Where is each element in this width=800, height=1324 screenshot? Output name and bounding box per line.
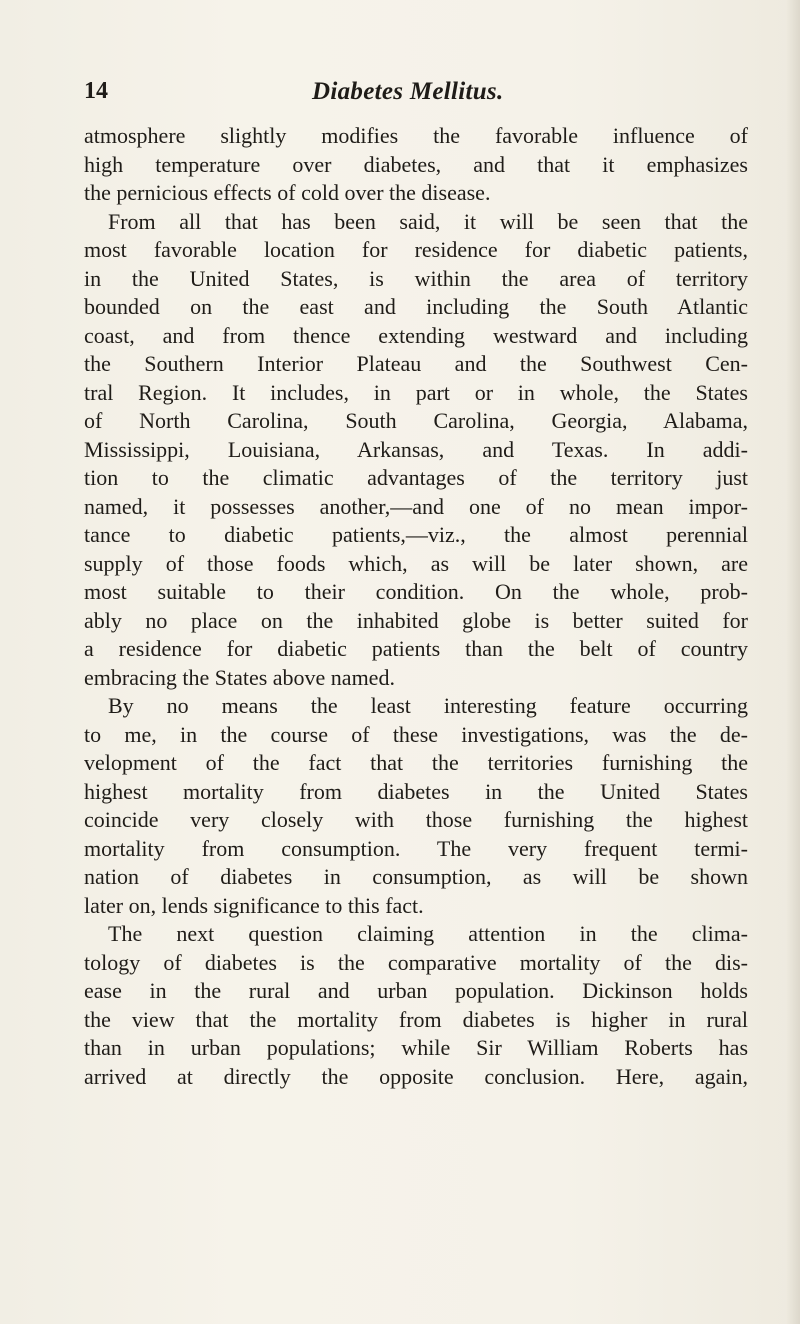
text-line: atmosphere slightly modifies the favorable influence of bbox=[84, 123, 748, 148]
text-line: bounded on the east and including the South Atlantic bbox=[84, 294, 748, 319]
text-line: a residence for diabetic patients than the belt of country bbox=[84, 636, 748, 661]
text-line: tance to diabetic patients,—viz., the almost perennial bbox=[84, 522, 748, 547]
text-line: later on, lends significance to this fact. bbox=[84, 892, 424, 918]
text-line: coast, and from thence extending westward and including bbox=[84, 322, 748, 348]
text-line: coincide very closely with those furnishing the highest bbox=[84, 807, 748, 832]
text-line: ably no place on the inhabited globe is better suited for bbox=[84, 607, 748, 633]
text-line: tology of diabetes is the comparative mortality of the dis- bbox=[84, 949, 748, 975]
text-line: The next question claiming attention in the clima- bbox=[108, 921, 748, 946]
text-line: velopment of the fact that the territories furnishing the bbox=[84, 750, 748, 775]
text-line: By no means the least interesting feature occurring bbox=[108, 693, 748, 718]
text-line: the pernicious effects of cold over the disease. bbox=[84, 180, 491, 205]
page-edge-shadow bbox=[786, 0, 800, 1324]
text-line: of North Carolina, South Carolina, Georgia, Alabama, bbox=[84, 408, 748, 433]
text-line: the Southern Interior Plateau and the Southwest Cen- bbox=[84, 351, 748, 376]
text-line: named, it possesses another,—and one of no mean impor- bbox=[84, 493, 748, 519]
text-line: Mississippi, Louisiana, Arkansas, and Texas. In addi- bbox=[84, 436, 748, 462]
running-title: Diabetes Mellitus. bbox=[312, 78, 504, 105]
text-line: high temperature over diabetes, and that it emphasizes bbox=[84, 151, 748, 177]
text-line: most suitable to their condition. On the whole, prob- bbox=[84, 579, 748, 604]
text-line: tion to the climatic advantages of the territory just bbox=[84, 465, 748, 490]
text-line: than in urban populations; while Sir William Roberts has bbox=[84, 1035, 748, 1060]
text-line: most favorable location for residence for diabetic patients, bbox=[84, 237, 748, 262]
text-line: to me, in the course of these investigations, was the de- bbox=[84, 721, 748, 747]
text-line: in the United States, is within the area of territory bbox=[84, 265, 748, 291]
text-line: supply of those foods which, as will be later shown, are bbox=[84, 550, 748, 576]
text-line: mortality from consumption. The very frequent termi- bbox=[84, 835, 748, 861]
text-line: ease in the rural and urban population. Dickinson holds bbox=[84, 978, 748, 1003]
text-line: nation of diabetes in consumption, as will be shown bbox=[84, 864, 748, 889]
body-text bbox=[84, 122, 748, 1091]
text-line: From all that has been said, it will be seen that the bbox=[108, 208, 748, 234]
text-line: tral Region. It includes, in part or in whole, the States bbox=[84, 379, 748, 405]
text-line: embracing the States above named. bbox=[84, 664, 395, 690]
page-number: 14 bbox=[84, 78, 108, 104]
text-line: the view that the mortality from diabetes is higher in rural bbox=[84, 1006, 748, 1032]
text-line: arrived at directly the opposite conclusion. Here, again, bbox=[84, 1063, 748, 1089]
text-line: highest mortality from diabetes in the United States bbox=[84, 778, 748, 804]
page-header bbox=[84, 78, 744, 118]
